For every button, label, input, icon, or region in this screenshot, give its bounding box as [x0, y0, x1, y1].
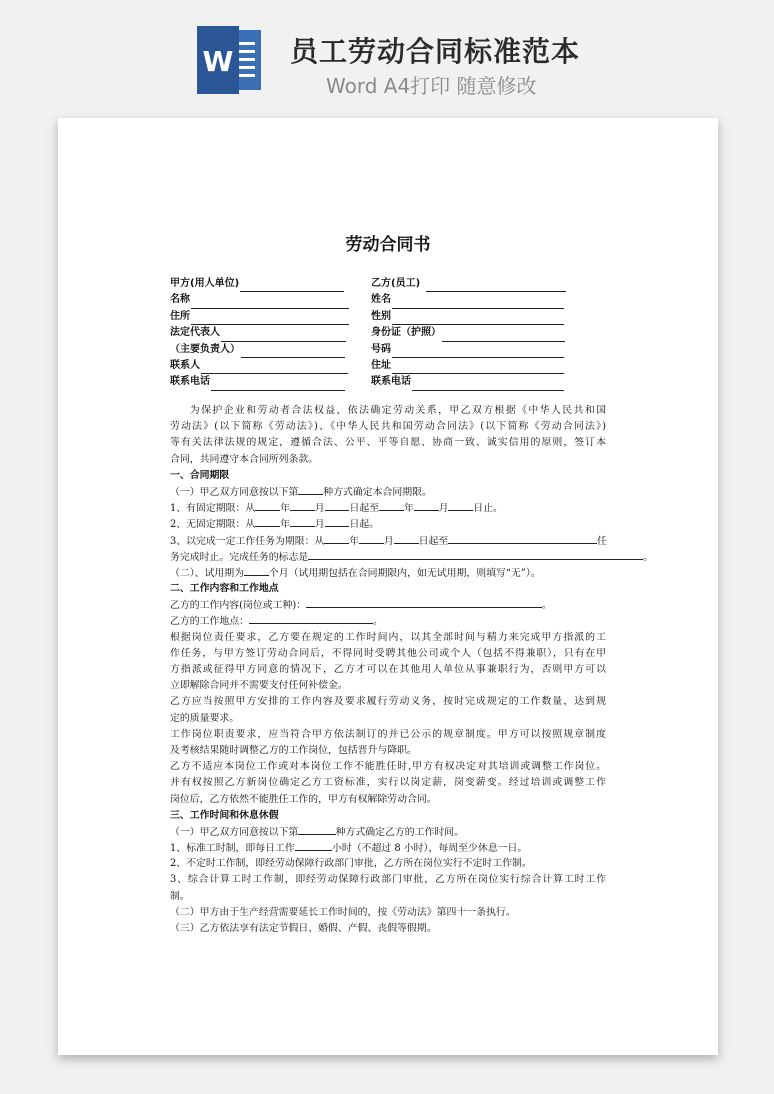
body-line: （一）甲乙双方同意按以下第 种方式确定本合同期限。: [170, 484, 606, 500]
body-line: 为保护企业和劳动者合法权益，依法确定劳动关系，甲乙双方根据《中华人民共和国: [189, 405, 606, 416]
party-a-row: 联系人: [170, 358, 349, 374]
fill-blank[interactable]: [241, 346, 345, 358]
body-line: 定的质量要求。: [170, 712, 240, 724]
party-a-row: 联系电话: [170, 374, 349, 390]
fill-blank[interactable]: [392, 362, 564, 374]
fill-blank[interactable]: [295, 840, 332, 851]
body-line: 工作岗位职责要求，应当符合甲方依法制订的并已公示的规章制度。甲方可以按照规章制度: [170, 728, 606, 740]
banner-title: 员工劳动合同标准范本: [290, 35, 581, 68]
party-a-row: 住所: [170, 309, 349, 325]
fill-blank[interactable]: [448, 500, 473, 511]
fill-blank[interactable]: [308, 549, 643, 560]
fill-blank[interactable]: [359, 533, 384, 544]
body-line: 3、综合计算工时工作制，即经劳动保障行政部门审批，乙方所在岗位实行综合计算工时工作: [170, 874, 606, 886]
fill-blank[interactable]: [298, 824, 335, 835]
fill-blank[interactable]: [298, 484, 323, 495]
fill-blank[interactable]: [379, 500, 404, 511]
section-heading: 一、合同期限: [170, 469, 230, 481]
body-line: （二）甲方由于生产经营需要延长工作时间的，按《劳动法》第四十一条执行。: [170, 906, 516, 918]
party-a-row: 法定代表人: [170, 325, 349, 341]
section-heading: 二、工作内容和工作地点: [170, 583, 279, 595]
body-line: 乙方的工作地点： 。: [170, 613, 606, 629]
party-b-row: 住址: [371, 358, 566, 374]
fill-blank[interactable]: [392, 346, 564, 358]
body-line: 务完成时止。完成任务的标志是 。: [170, 549, 606, 565]
party-b-row: 性别: [371, 309, 566, 325]
contract-body: [170, 403, 653, 937]
body-line: 2、无固定期限：从 年 月 日起。: [170, 516, 606, 532]
fill-blank[interactable]: [426, 280, 566, 292]
body-line: 并有权按照乙方新岗位确定乙方工资标准，实行以岗定薪，岗变薪变。经过培训或调整工作: [170, 777, 606, 789]
body-line: 根据岗位责任要求，乙方要在规定的工作时间内，以其全部时间与精力来完成甲方指派的工: [170, 631, 606, 643]
fill-blank[interactable]: [255, 500, 280, 511]
fill-blank[interactable]: [201, 362, 348, 374]
fill-blank[interactable]: [442, 330, 565, 342]
fill-blank[interactable]: [414, 500, 439, 511]
banner: [0, 0, 774, 110]
fill-blank[interactable]: [255, 516, 280, 527]
party-b-row: 联系电话: [371, 374, 566, 390]
fill-blank[interactable]: [325, 500, 350, 511]
party-b-row: 号码: [371, 342, 566, 358]
fill-blank[interactable]: [240, 280, 344, 292]
body-line: （二）、试用期为 个月（试用期包括在合同期限内，如无试用期，则填写“无”）。: [170, 565, 606, 581]
fill-blank[interactable]: [191, 313, 349, 325]
fill-blank[interactable]: [412, 379, 564, 391]
party-a-row: 甲方(用人单位): [170, 276, 349, 292]
body-line: 3、以完成一定工作任务为期限：从 年 月 日起至 任: [170, 533, 606, 549]
body-line: 乙方应当按照甲方安排的工作内容及要求履行劳动义务，按时完成规定的工作数量，达到规: [170, 696, 606, 708]
body-line: 岗位后，乙方依然不能胜任工作的，甲方有权解除劳动合同。: [170, 793, 437, 805]
body-line: 1、有固定期限：从 年 月 日起至 年 月 日止。: [170, 500, 606, 516]
document-page: [58, 118, 718, 1055]
body-line: 合同，共同遵守本合同所列条款。: [170, 453, 319, 465]
party-a-block: [170, 276, 349, 391]
fill-blank[interactable]: [448, 533, 597, 544]
fill-blank[interactable]: [221, 330, 346, 342]
party-b-row: 姓名: [371, 292, 566, 308]
body-line: 作任务，与甲方签订劳动合同后，不得同时受聘其他公司或个人（包括不得兼职），只有在甲: [170, 647, 606, 659]
body-line: 2、不定时工作制，即经劳动保障行政部门审批，乙方所在岗位实行不定时工作制。: [170, 858, 532, 870]
fill-blank[interactable]: [290, 516, 315, 527]
fill-blank[interactable]: [325, 516, 350, 527]
fill-blank[interactable]: [394, 533, 419, 544]
document-title: 劳动合同书: [345, 235, 431, 255]
body-line: 制。: [170, 890, 190, 902]
party-b-row: 身份证（护照）: [371, 325, 566, 341]
fill-blank[interactable]: [244, 565, 269, 576]
fill-blank[interactable]: [306, 597, 542, 608]
fill-blank[interactable]: [324, 533, 349, 544]
fill-blank[interactable]: [290, 500, 315, 511]
body-line: 乙方不适应本岗位工作或对本岗位工作不能胜任时,甲方有权决定对其培训或调整工作岗位。: [170, 761, 606, 773]
fill-blank[interactable]: [392, 297, 564, 309]
banner-subtitle: Word A4打印 随意修改: [326, 74, 537, 98]
section-heading: 三、工作时间和休息休假: [170, 809, 279, 821]
fill-blank[interactable]: [249, 613, 373, 624]
body-line: 及考核结果随时调整乙方的工作岗位，包括晋升与降职。: [170, 744, 417, 756]
party-b-block: [371, 276, 566, 391]
fill-blank[interactable]: [191, 297, 349, 309]
body-line: 乙方的工作内容(岗位或工种)： 。: [170, 597, 606, 613]
party-a-row: 名称: [170, 292, 349, 308]
party-a-row: （主要负责人）: [170, 342, 349, 358]
body-line: 立即解除合同并不需要支付任何补偿金。: [170, 680, 348, 692]
body-line: （一）甲乙双方同意按以下第 种方式确定乙方的工作时间。: [170, 824, 606, 840]
body-line: （三）乙方依法享有法定节假日、婚假、产假、丧假等假期。: [170, 923, 437, 934]
body-line: 劳动法》(以下简称《劳动法》)、《中华人民共和国劳动合同法》(以下简称《劳动合同法》): [170, 421, 606, 433]
body-line: 方指派或征得甲方同意的情况下，乙方才可以在其他用人单位从事兼职行为，否则甲方可以: [170, 664, 606, 675]
word-document-icon: [193, 24, 265, 96]
fill-blank[interactable]: [392, 313, 564, 325]
body-line: 1、标准工时制，即每日工作 小时（不超过 8 小时），每周至少休息一日。: [170, 840, 606, 856]
fill-blank[interactable]: [211, 379, 345, 391]
body-line: 等有关法律法规的规定，遵循合法、公平、平等自愿、协商一致、诚实信用的原则，签订本: [170, 437, 606, 449]
party-b-row: 乙方(员工): [371, 276, 566, 292]
word-icon-letter: W: [202, 45, 234, 78]
